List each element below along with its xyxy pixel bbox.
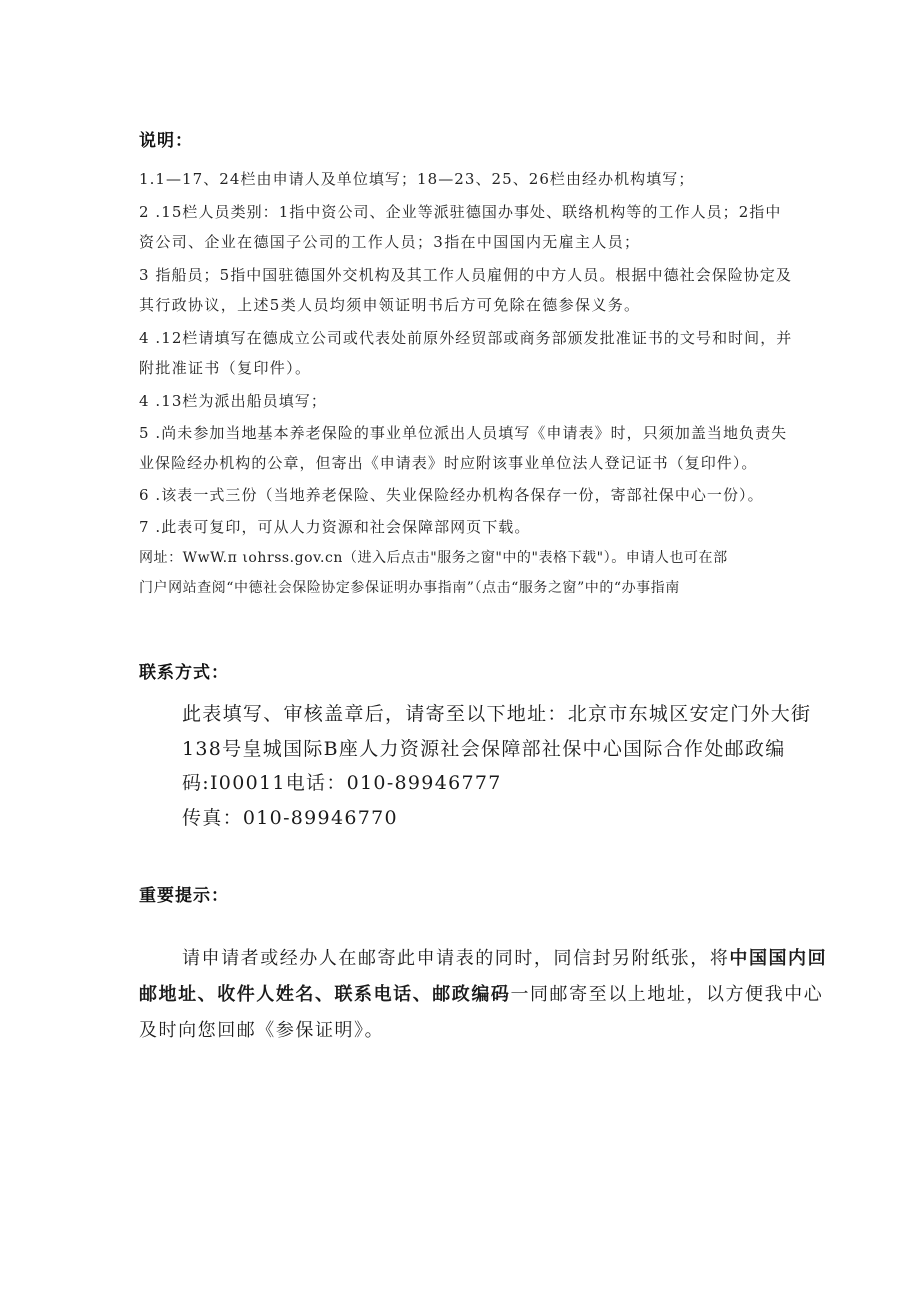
notice-paragraph-line: 及时向您回邮《参保证明》。 — [139, 1020, 385, 1041]
instruction-line: 4 .13栏为派出船员填写； — [139, 392, 327, 410]
instruction-line: 业保险经办机构的公章，但寄出《申请表》时应附该事业单位法人登记证书（复印件）。 — [139, 454, 758, 472]
contact-fax-line: 传真：010-89946770 — [182, 807, 398, 829]
notice-paragraph-line — [182, 944, 827, 970]
notice-paragraph-line — [139, 980, 823, 1006]
instruction-line: 2 .15栏人员类别：1指中资公司、企业等派驻德国办事处、联络机构等的工作人员；2指中 — [139, 203, 782, 221]
instruction-line: 1.1—17、24栏由申请人及单位填写；18—23、25、26栏由经办机构填写； — [139, 170, 695, 188]
instruction-line: 资公司、企业在德国子公司的工作人员；3指在中国国内无雇主人员； — [139, 233, 641, 251]
instruction-line: 5 .尚未参加当地基本养老保险的事业单位派出人员填写《申请表》时，只须加盖当地负责失 — [139, 424, 788, 442]
instruction-line: 6 .该表一式三份（当地养老保险、失业保险经办机构各保存一份，寄部社保中心一份）。 — [139, 486, 764, 504]
instruction-line: 4 .12栏请填写在德成立公司或代表处前原外经贸部或商务部颁发批准证书的文号和时间，并 — [139, 329, 793, 347]
instruction-line: 3 指船员；5指中国驻德国外交机构及其工作人员雇佣的中方人员。根据中德社会保险协定及 — [139, 266, 792, 284]
notice-text: 一同邮寄至以上地址，以方便我中心 — [510, 984, 824, 1005]
website-line: 网址：WwW.π ιohrss.gov.cn（进入后点击"服务之窗"中的"表格下载"）。申请人也可在部 — [139, 550, 728, 566]
contact-phone-line: 码:I00011电话：010-89946777 — [182, 772, 502, 794]
instruction-line: 7 .此表可复印，可从人力资源和社会保障部网页下载。 — [139, 518, 531, 536]
notice-emphasis: 中国国内回 — [729, 948, 828, 969]
instruction-line: 其行政协议，上述5类人员均须申领证明书后方可免除在德参保义务。 — [139, 296, 641, 314]
contact-address-line: 此表填写、审核盖章后，请寄至以下地址：北京市东城区安定门外大街 — [182, 703, 812, 725]
contact-heading: 联系方式： — [139, 663, 229, 683]
instructions-heading: 说明： — [139, 131, 193, 151]
notice-text: 请申请者或经办人在邮寄此申请表的同时，同信封另附纸张，将 — [182, 948, 730, 969]
website-line: 门户网站查阅“中德社会保险协定参保证明办事指南”（点击“服务之窗”中的“办事指南 — [139, 580, 680, 596]
contact-address-line: 138号皇城国际B座人力资源社会保障部社保中心国际合作处邮政编 — [182, 738, 786, 760]
notice-heading: 重要提示： — [139, 886, 229, 906]
notice-emphasis: 邮地址、收件人姓名、联系电话、邮政编码 — [139, 984, 511, 1005]
instruction-line: 附批准证书（复印件）。 — [139, 359, 312, 377]
